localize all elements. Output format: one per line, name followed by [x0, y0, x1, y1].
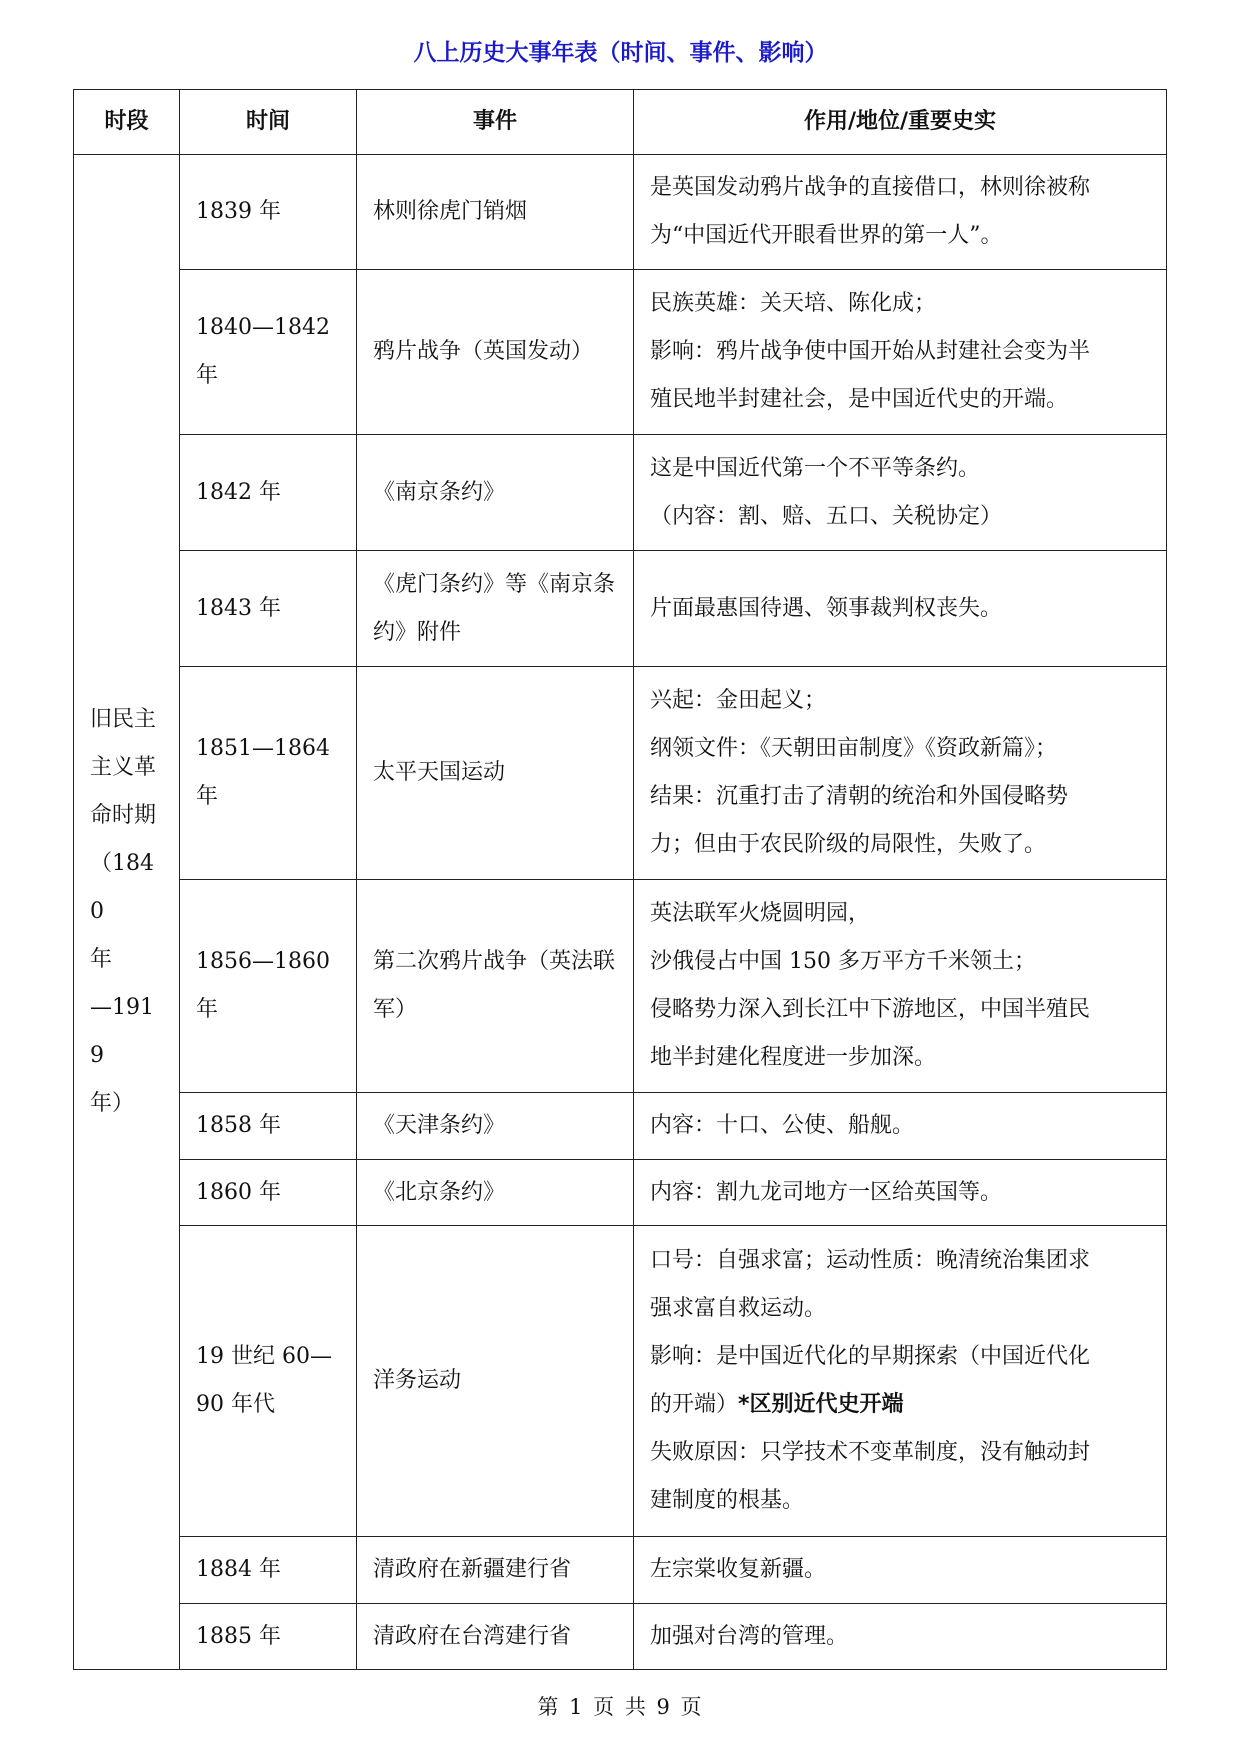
table-row: [74, 667, 1167, 880]
impact-cell: [634, 155, 1167, 270]
impact-line: 内容：割九龙司地方一区给英国等。: [650, 1179, 1003, 1205]
event-cell: 《天津条约》: [357, 1093, 634, 1160]
event-cell: 第二次鸦片战争（英法联军）: [357, 880, 634, 1093]
time-cell: 1839 年: [180, 155, 357, 270]
impact-line: 影响：鸦片战争使中国开始从封建社会变为半: [650, 339, 1091, 364]
period-label-line: 年: [90, 947, 113, 972]
impact-cell: [634, 667, 1167, 880]
table-row: [74, 1537, 1167, 1604]
impact-cell: [634, 270, 1167, 435]
impact-line: 为“中国近代开眼看世界的第一人”。: [650, 223, 1003, 248]
time-cell: 1842 年: [180, 435, 357, 551]
impact-cell: [634, 435, 1167, 551]
impact-line: 内容：十口、公使、船舰。: [650, 1113, 915, 1138]
impact-line: 殖民地半封建社会，是中国近代史的开端。: [650, 387, 1069, 412]
table-row: [74, 551, 1167, 667]
impact-line: 力；但由于农民阶级的局限性，失败了。: [650, 832, 1047, 857]
time-cell: 1858 年: [180, 1093, 357, 1160]
impact-line: 纲领文件：《天朝田亩制度》《资政新篇》；: [650, 736, 1058, 761]
impact-line: 地半封建化程度进一步加深。: [650, 1045, 937, 1070]
impact-line: 这是中国近代第一个不平等条约。: [650, 455, 981, 481]
impact-cell: [634, 1160, 1167, 1226]
event-cell: 清政府在台湾建行省: [357, 1604, 634, 1670]
time-cell: 1860 年: [180, 1160, 357, 1226]
impact-line: 左宗棠收复新疆。: [650, 1557, 827, 1582]
table-row: [74, 155, 1167, 270]
time-cell: 19 世纪 60—90 年代: [180, 1226, 357, 1537]
impact-cell: [634, 1226, 1167, 1537]
impact-cell: [634, 880, 1167, 1093]
period-label-line: （1840: [90, 851, 154, 924]
time-cell: 1843 年: [180, 551, 357, 667]
event-cell: 林则徐虎门销烟: [357, 155, 634, 270]
document-title: 八上历史大事年表（时间、事件、影响）: [413, 40, 828, 66]
table-row: [74, 880, 1167, 1093]
impact-line: 英法联军火烧圆明园，: [650, 901, 871, 926]
impact-line: 片面最惠国待遇、领事裁判权丧失。: [650, 595, 1003, 621]
impact-line: 沙俄侵占中国 150 多万平方千米领土；: [650, 949, 1036, 974]
period-label-line: 年）: [90, 1091, 135, 1116]
event-cell: 洋务运动: [357, 1226, 634, 1537]
table-row: [74, 1604, 1167, 1670]
event-cell: 鸦片战争（英国发动）: [357, 270, 634, 435]
table-row: [74, 270, 1167, 435]
table-row: [74, 1226, 1167, 1537]
impact-line: 侵略势力深入到长江中下游地区，中国半殖民: [650, 997, 1091, 1022]
impact-cell: [634, 551, 1167, 667]
time-cell: 1885 年: [180, 1604, 357, 1670]
event-cell: 《南京条约》: [357, 435, 634, 551]
impact-line-text: 的开端）: [650, 1392, 739, 1417]
impact-line: 强求富自救运动。: [650, 1296, 827, 1321]
header-event: 事件: [357, 90, 634, 155]
period-label-line: 命时期: [90, 803, 157, 828]
impact-line: （内容：割、赔、五口、关税协定）: [650, 503, 1003, 529]
impact-cell: [634, 1537, 1167, 1604]
impact-line: 结果：沉重打击了清朝的统治和外国侵略势: [650, 784, 1069, 809]
header-time: 时间: [180, 90, 357, 155]
time-cell: 1884 年: [180, 1537, 357, 1604]
page-number-footer: 第 1 页 共 9 页: [537, 1695, 704, 1719]
impact-line: 建制度的根基。: [650, 1488, 805, 1513]
impact-line: 是英国发动鸦片战争的直接借口，林则徐被称: [650, 175, 1091, 200]
time-cell: 1851—1864 年: [180, 667, 357, 880]
impact-cell: [634, 1093, 1167, 1160]
impact-line: 影响：是中国近代化的早期探索（中国近代化: [650, 1344, 1091, 1369]
impact-line: [650, 1381, 1150, 1429]
impact-line: 民族英雄：关天培、陈化成；: [650, 291, 937, 316]
history-timeline-table: [73, 89, 1167, 1670]
header-period: 时段: [74, 90, 180, 155]
period-label-line: —1919: [90, 995, 154, 1068]
event-cell: 《虎门条约》等《南京条约》附件: [357, 551, 634, 667]
table-row: [74, 1093, 1167, 1160]
impact-cell: [634, 1604, 1167, 1670]
impact-line: 加强对台湾的管理。: [650, 1623, 849, 1649]
impact-line: 失败原因：只学技术不变革制度，没有触动封: [650, 1440, 1091, 1465]
period-cell: [74, 155, 180, 1670]
table-header-row: [74, 90, 1167, 155]
event-cell: 清政府在新疆建行省: [357, 1537, 634, 1604]
time-cell: 1856—1860 年: [180, 880, 357, 1093]
time-cell: 1840—1842 年: [180, 270, 357, 435]
impact-line: 兴起：金田起义；: [650, 688, 827, 713]
impact-emphasis-note: *区别近代史开端: [738, 1392, 904, 1417]
event-cell: 太平天国运动: [357, 667, 634, 880]
header-impact: 作用/地位/重要史实: [634, 90, 1167, 155]
period-label-line: 旧民主: [90, 707, 157, 732]
table-row: [74, 435, 1167, 551]
period-label-line: 主义革: [90, 755, 157, 780]
impact-line: 口号：自强求富；运动性质：晚清统治集团求: [650, 1248, 1091, 1273]
event-cell: 《北京条约》: [357, 1160, 634, 1226]
table-row: [74, 1160, 1167, 1226]
